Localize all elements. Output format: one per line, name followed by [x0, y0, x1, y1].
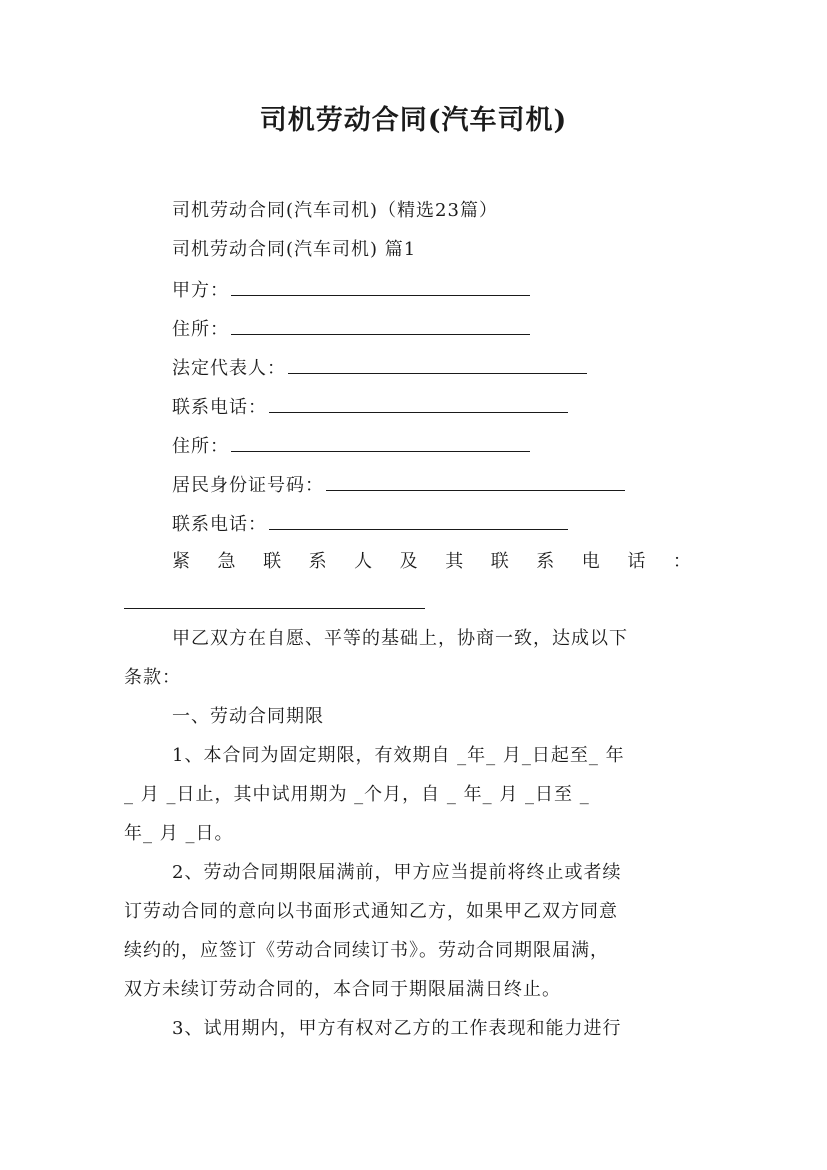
clause-paragraph-line: 年_ 月 _日。: [124, 823, 234, 844]
clause-paragraph-line: 3、试用期内，甲方有权对乙方的工作表现和能力进行: [172, 1018, 622, 1039]
field-label: 联系电话：: [172, 514, 267, 535]
emergency-char: 人: [354, 551, 374, 572]
field-address-2: [172, 433, 530, 459]
emergency-char: 其: [445, 551, 465, 572]
field-label: 住所：: [172, 319, 229, 340]
emergency-char: 及: [399, 551, 419, 572]
emergency-char: ：: [672, 551, 692, 572]
clause-paragraph-line: 1、本合同为固定期限，有效期自 _年_ 月_日起至_ 年: [172, 745, 625, 766]
emergency-contact-blank: [124, 608, 425, 609]
emergency-char: 急: [217, 551, 237, 572]
clause-paragraph-line: 续约的，应签订《劳动合同续订书》。劳动合同期限届满，: [124, 940, 609, 961]
blank-line: [231, 433, 530, 452]
emergency-char: 话: [627, 551, 647, 572]
clause-paragraph-line: _ 月 _日止，其中试用期为 _个月，自 _ 年_ 月 _日至 _: [124, 784, 590, 805]
field-label: 居民身份证号码：: [172, 475, 324, 496]
clause-paragraph-line: 2、劳动合同期限届满前，甲方应当提前将终止或者续: [172, 862, 622, 883]
field-address: [172, 316, 530, 342]
emergency-char: 系: [536, 551, 556, 572]
blank-line: [231, 316, 530, 335]
field-phone: [172, 394, 568, 420]
emergency-char: 联: [263, 551, 283, 572]
section-heading: 司机劳动合同(汽车司机) 篇1: [172, 239, 417, 260]
field-label: 甲方：: [172, 280, 229, 301]
field-id-number: [172, 472, 625, 498]
field-label: 法定代表人：: [172, 358, 286, 379]
clause-heading: 一、劳动合同期限: [172, 706, 324, 727]
blank-line: [231, 277, 530, 296]
blank-line: [269, 511, 568, 530]
intro-paragraph-line: 甲乙双方在自愿、平等的基础上，协商一致，达成以下: [172, 628, 628, 649]
document-subtitle: 司机劳动合同(汽车司机)（精选23篇）: [172, 200, 498, 221]
emergency-char: 紧: [172, 551, 191, 572]
clause-paragraph-line: 双方未续订劳动合同的，本合同于期限届满日终止。: [124, 979, 561, 1000]
intro-paragraph-line: 条款：: [124, 667, 181, 688]
field-legal-representative: [172, 355, 587, 381]
blank-line: [326, 472, 625, 491]
document-title: 司机劳动合同(汽车司机): [259, 105, 568, 136]
field-label: 联系电话：: [172, 397, 267, 418]
emergency-contact-label: [172, 550, 692, 574]
emergency-char: 电: [581, 551, 601, 572]
blank-line: [288, 355, 587, 374]
emergency-char: 联: [490, 551, 510, 572]
clause-paragraph-line: 订劳动合同的意向以书面形式通知乙方，如果甲乙双方同意: [124, 901, 618, 922]
emergency-char: 系: [308, 551, 328, 572]
blank-line: [269, 394, 568, 413]
field-phone-2: [172, 511, 568, 537]
field-party-a: [172, 277, 530, 303]
field-label: 住所：: [172, 436, 229, 457]
